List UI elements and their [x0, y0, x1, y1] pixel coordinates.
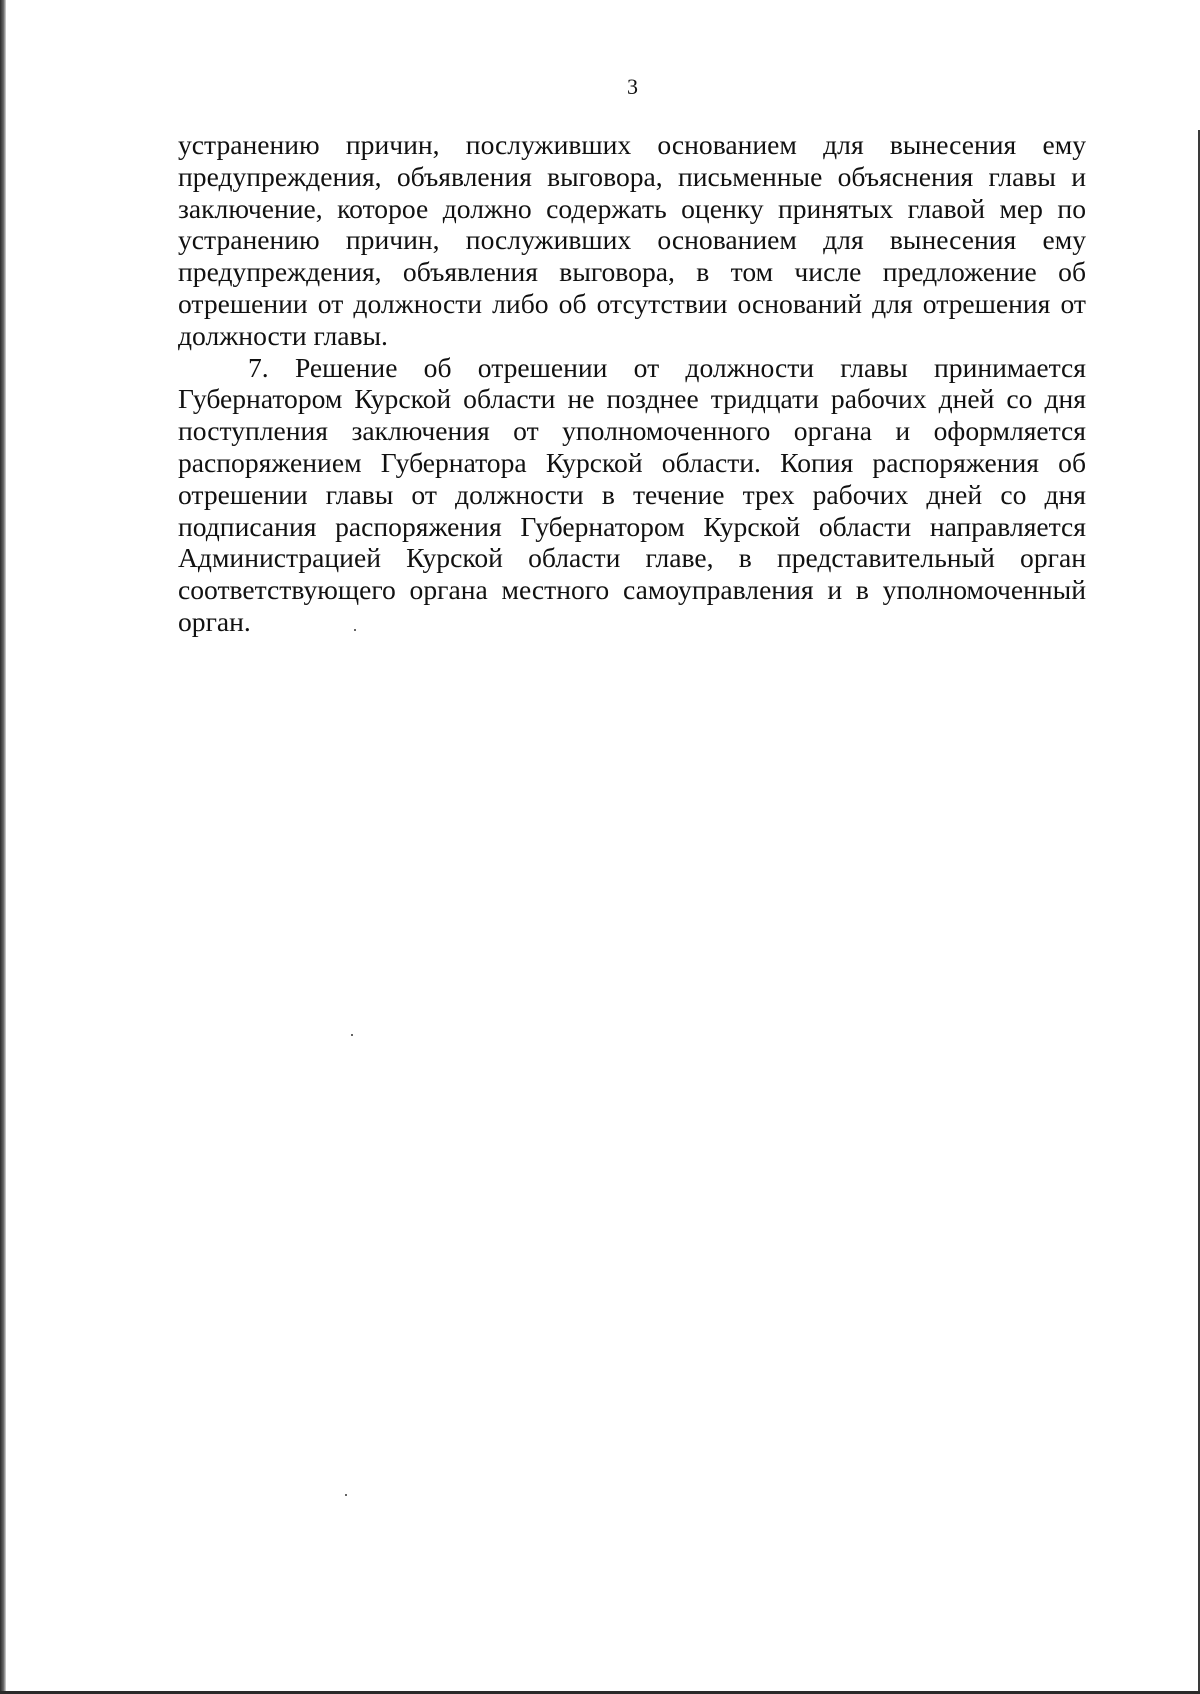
scan-speck: [345, 1494, 347, 1496]
document-body: [178, 129, 1086, 638]
scan-left-edge: [0, 0, 6, 1694]
scan-speck: [351, 1034, 353, 1036]
paragraph-item-7: 7. Решение об отрешении от должности главы принимается Губернатором Курской области не позднее тридцати рабочих дней со дня поступления заключения от уполномоченного органа и оформляется распоряжением Губернатора Курской области. Копия распоряжения об отрешении главы от должности в течение трех рабочих дней со дня подписания распоряжения Губернатором Курской области направляется Администрацией Курской области главе, в представительный орган соответствующего органа местного самоуправления и в уполномоченный орган.: [178, 351, 1086, 637]
page-number: 3: [627, 74, 638, 99]
scan-speck: [354, 629, 356, 631]
paragraph-continuation: устранению причин, послуживших основанием для вынесения ему предупреждения, объявления выговора, письменные объяснения главы и заключение, которое должно содержать оценку принятых главой мер по устранению причин, послуживших основанием для вынесения ему предупреждения, объявления выговора, в том числе предложение об отрешении от должности либо об отсутствии оснований для отрешения от должности главы.: [178, 129, 1086, 351]
